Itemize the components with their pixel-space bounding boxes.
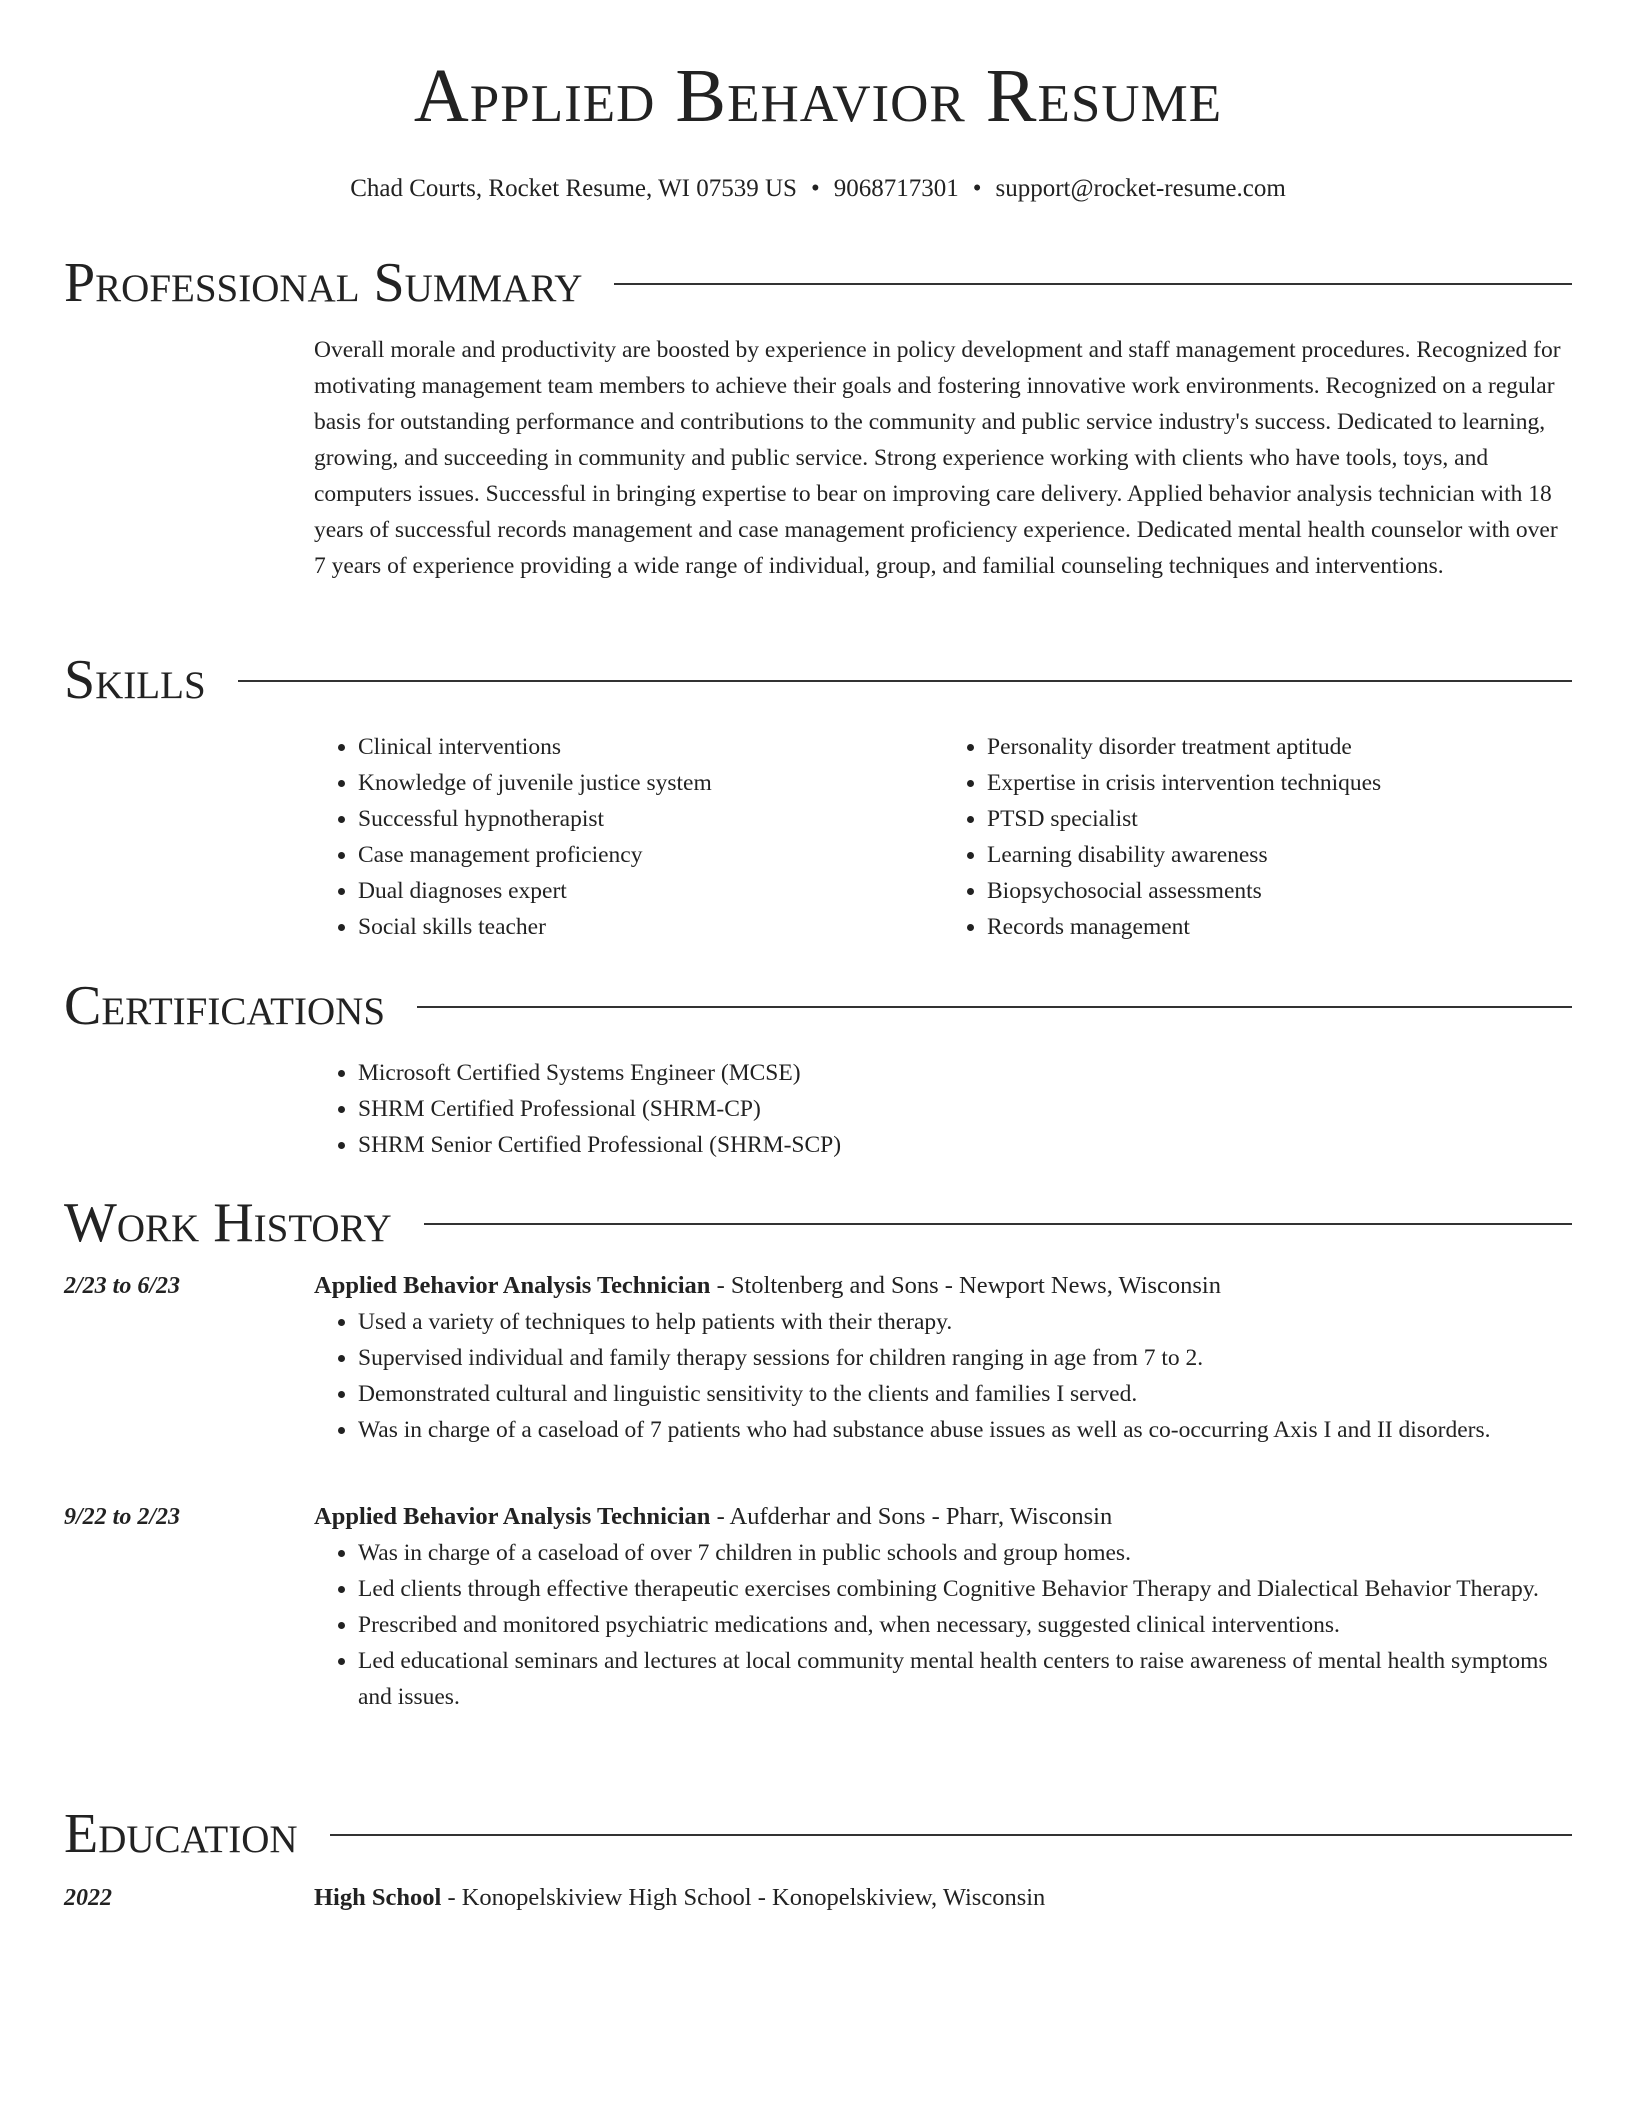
certifications-list (314, 1055, 1572, 1163)
list-item: • Records management (987, 909, 1572, 945)
section-rule (330, 1834, 1572, 1836)
list-item: • Personality disorder treatment aptitude (987, 729, 1572, 765)
list-item: • Successful hypnotherapist (358, 801, 943, 837)
job-role: Applied Behavior Analysis Technician (314, 1272, 711, 1299)
job-bullet-list (314, 1535, 1572, 1715)
list-item: • Demonstrated cultural and linguistic sensitivity to the clients and families I served. (358, 1376, 1572, 1412)
summary-section (64, 252, 1572, 579)
work-heading: Work History (64, 1192, 392, 1254)
resume-title: Applied Behavior Resume (413, 54, 1223, 138)
contact-separator: • (810, 175, 820, 202)
job-entry (314, 1268, 1572, 1448)
contact-email: support@rocket-resume.com (995, 175, 1286, 202)
section-rule (417, 1006, 1572, 1008)
skills-heading-row (64, 650, 1572, 710)
list-item: • Biopsychosocial assessments (987, 873, 1572, 909)
list-item: • Clinical interventions (358, 729, 943, 765)
education-details: - Konopelskiview High School - Konopelskiview, Wisconsin (441, 1884, 1046, 1911)
section-rule (424, 1223, 1572, 1225)
contact-phone: 9068717301 (833, 175, 959, 202)
list-item: • Microsoft Certified Systems Engineer (MCSE) (358, 1055, 1572, 1091)
certifications-heading-row (64, 976, 1572, 1036)
job-title-line (314, 1499, 1572, 1535)
job-dates: 9/22 to 2/23 (64, 1504, 181, 1530)
education-entry (314, 1880, 1572, 1916)
list-item: • Prescribed and monitored psychiatric medications and, when necessary, suggested clinical interventions. (358, 1607, 1572, 1643)
skills-body (314, 729, 1572, 945)
list-item: • Expertise in crisis intervention techniques (987, 765, 1572, 801)
list-item: • Led clients through effective therapeutic exercises combining Cognitive Behavior Therapy and Dialectical Behavior Therapy. (358, 1571, 1572, 1607)
list-item: • Dual diagnoses expert (358, 873, 943, 909)
work-heading-row (64, 1193, 1572, 1253)
skills-section (64, 649, 1572, 940)
skills-columns (314, 729, 1572, 945)
summary-body (314, 332, 1572, 584)
education-line (314, 1880, 1572, 1916)
skills-heading: Skills (64, 649, 206, 711)
section-rule (238, 680, 1572, 682)
list-item: • Case management proficiency (358, 837, 943, 873)
skills-list-left (314, 729, 943, 945)
contact-address: Chad Courts, Rocket Resume, WI 07539 US (350, 175, 797, 202)
skills-list-right (943, 729, 1572, 945)
list-item: • Supervised individual and family therapy sessions for children ranging in age from 7 to 2. (358, 1340, 1572, 1376)
job-role: Applied Behavior Analysis Technician (314, 1503, 711, 1530)
job-bullet-list (314, 1304, 1572, 1448)
summary-text: Overall morale and productivity are boosted by experience in policy development and staff management procedures. Recognized for motivating management team members to achieve their goals and fostering innovative work environments. Recognized on a regular basis for outstanding performance and contributions to the community and public service industry's success. Dedicated to learning, growing, and succeeding in community and public service. Strong experience working with clients who have tools, toys, and computers issues. Successful in bringing expertise to bear on improving care delivery. Applied behavior analysis technician with 18 years of successful records management and case management proficiency experience. Dedicated mental health counselor with over 7 years of experience providing a wide range of individual, group, and familial counseling techniques and interventions. (314, 337, 1561, 579)
section-rule (614, 283, 1572, 285)
list-item: • Used a variety of techniques to help patients with their therapy. (358, 1304, 1572, 1340)
list-item: • Social skills teacher (358, 909, 943, 945)
list-item: • Was in charge of a caseload of over 7 children in public schools and group homes. (358, 1535, 1572, 1571)
job-details: - Aufderhar and Sons - Pharr, Wisconsin (710, 1503, 1113, 1530)
summary-heading: Professional Summary (64, 252, 583, 314)
contact-line (64, 176, 1572, 201)
certifications-body (314, 1055, 1572, 1163)
education-degree: High School (314, 1884, 442, 1911)
job-entry (314, 1499, 1572, 1715)
contact-separator: • (972, 175, 982, 202)
list-item: • SHRM Senior Certified Professional (SHRM-SCP) (358, 1127, 1572, 1163)
job-dates: 2/23 to 6/23 (64, 1273, 181, 1299)
certifications-section (64, 975, 1572, 1158)
list-item: • PTSD specialist (987, 801, 1572, 837)
list-item: • Learning disability awareness (987, 837, 1572, 873)
list-item: • SHRM Certified Professional (SHRM-CP) (358, 1091, 1572, 1127)
work-section (64, 1192, 1572, 1710)
list-item: • Led educational seminars and lectures at local community mental health centers to raise awareness of mental health symptoms and issues. (358, 1643, 1572, 1715)
certifications-heading: Certifications (64, 975, 386, 1037)
education-section (64, 1803, 1572, 1911)
list-item: • Was in charge of a caseload of 7 patients who had substance abuse issues as well as co-occurring Axis I and II disorders. (358, 1412, 1572, 1448)
education-year: 2022 (64, 1885, 112, 1911)
list-item: • Knowledge of juvenile justice system (358, 765, 943, 801)
education-heading: Education (64, 1803, 298, 1865)
education-heading-row (64, 1804, 1572, 1864)
job-details: - Stoltenberg and Sons - Newport News, Wisconsin (710, 1272, 1221, 1299)
summary-heading-row (64, 253, 1572, 313)
job-title-line (314, 1268, 1572, 1304)
